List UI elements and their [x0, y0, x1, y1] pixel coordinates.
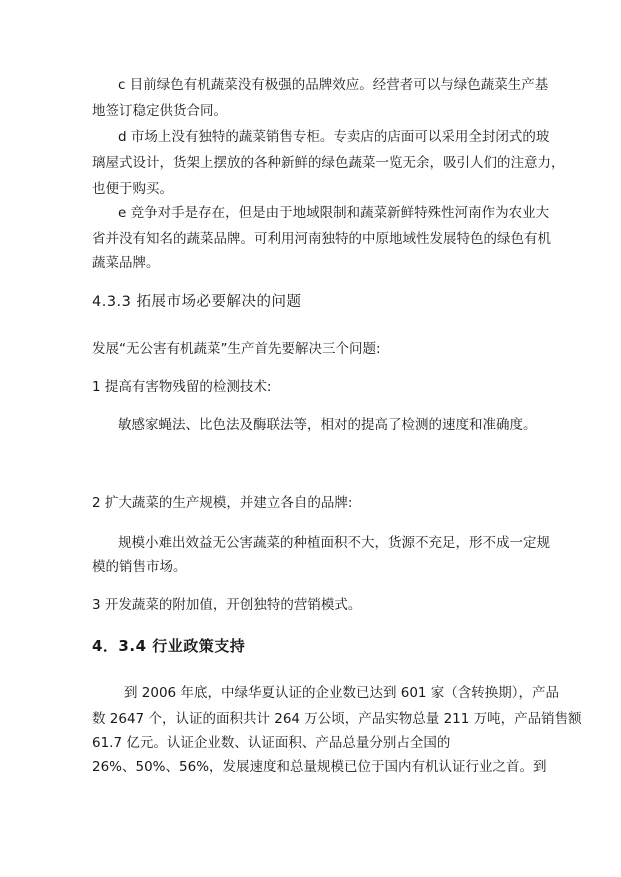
policy-line-2: 数 2647 个，认证的面积共计 264 万公顷，产品实物总量 211 万吨，产品销售额 [92, 711, 582, 727]
item-3-title: 3 开发蔬菜的附加值，开创独特的营销模式。 [92, 597, 362, 613]
paragraph-c-line-2: 地签订稳定供货合同。 [92, 103, 227, 119]
item-2-body-line-2: 模的销售市场。 [92, 559, 187, 575]
policy-line-1: 到 2006 年底，中绿华夏认证的企业数已达到 601 家（含转换期），产品 [124, 685, 560, 701]
paragraph-d-line-2: 璃屋式设计，货架上摆放的各种新鲜的绿色蔬菜一览无余，吸引人们的注意力， [92, 155, 565, 171]
paragraph-e-line-1: e 竞争对手是存在，但是由于地域限制和蔬菜新鲜特殊性河南作为农业大 [118, 205, 550, 221]
item-1-title: 1 提高有害物残留的检测技术: [92, 379, 272, 395]
paragraph-d-line-3: 也便于购买。 [92, 181, 173, 197]
paragraph-e-line-3: 蔬菜品牌。 [92, 255, 160, 271]
paragraph-c-line-1: c 目前绿色有机蔬菜没有极强的品牌效应。经营者可以与绿色蔬菜生产基 [118, 77, 549, 93]
item-1-body: 敏感家蝇法、比色法及酶联法等，相对的提高了检测的速度和准确度。 [118, 417, 537, 433]
policy-line-4: 26%、50%、56%，发展速度和总量规模已位于国内有机认证行业之首。到 [92, 759, 547, 775]
item-2-body-line-1: 规模小难出效益无公害蔬菜的种植面积不大，货源不充足，形不成一定规 [118, 535, 550, 551]
item-2-title: 2 扩大蔬菜的生产规模，并建立各自的品牌: [92, 495, 353, 511]
section-heading-4-3-4: 4．3.4 行业政策支持 [92, 637, 246, 655]
intro-text: 发展“无公害有机蔬菜”生产首先要解决三个问题: [92, 341, 381, 357]
paragraph-e-line-2: 省并没有知名的蔬菜品牌。可利用河南独特的中原地域性发展特色的绿色有机 [92, 231, 551, 247]
policy-line-3: 61.7 亿元。认证企业数、认证面积、产品总量分别占全国的 [92, 735, 451, 751]
section-heading-4-3-3: 4.3.3 拓展市场必要解决的问题 [92, 294, 302, 310]
paragraph-d-line-1: d 市场上没有独特的蔬菜销售专柜。专卖店的店面可以采用全封闭式的玻 [118, 129, 550, 145]
